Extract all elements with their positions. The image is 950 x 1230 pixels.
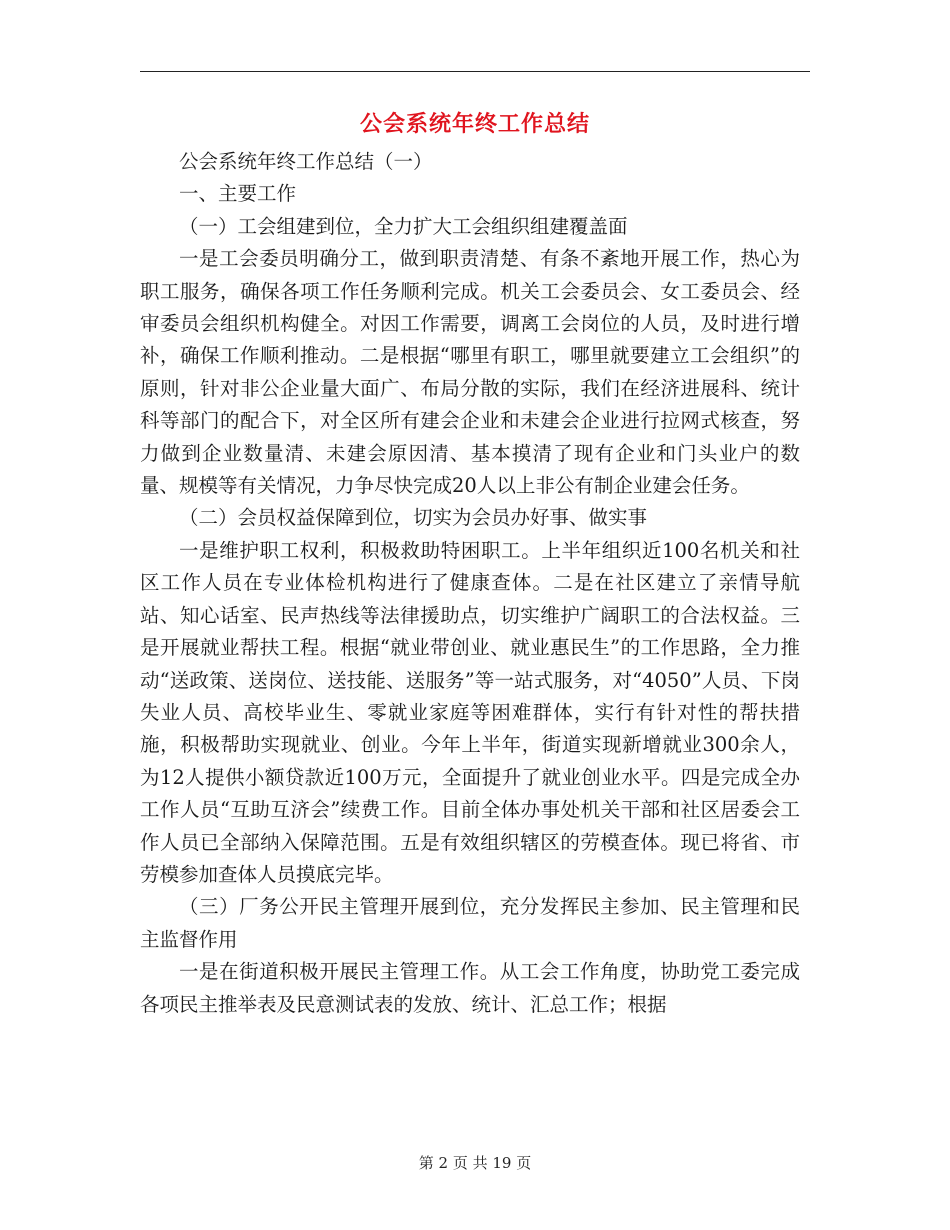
subtitle-paragraph: 公会系统年终工作总结（一）: [179, 150, 433, 173]
body-paragraph-1: 一是工会委员明确分工，做到职责清楚、有条不紊地开展工作，热心为职工服务，确保各项工作任务顺利完成。机关工会委员会、女工委员会、经审委员会组织机构健全。对因工作需要，调离工会岗位的人员，及时进行增补，确保工作顺利推动。二是根据“哪里有职工，哪里就要建立工会组织”的原则，针对非公企业量大面广、布局分散的实际，我们在经济进展科、统计科等部门的配合下，对全区所有建会企业和未建会企业进行拉网式核查，努力做到企业数量清、未建会原因清、基本摸清了现有企业和门头业户的数量、规模等有关情况，力争尽快完成20人以上非公有制企业建会任务。: [140, 247, 800, 498]
subsection-heading-2: （二）会员权益保障到位，切实为会员办好事、做实事: [179, 506, 648, 530]
document-body: [140, 146, 800, 1021]
subsection-heading-3: （三）厂务公开民主管理开展到位，充分发挥民主参加、民主管理和民主监督作用: [140, 895, 800, 951]
section-heading: 一、主要工作: [179, 182, 297, 206]
subsection-heading-1: （一）工会组建到位，全力扩大工会组织组建覆盖面: [179, 214, 628, 238]
body-paragraph-2: 一是维护职工权利，积极救助特困职工。上半年组织近100名机关和社区工作人员在专业体检机构进行了健康查体。二是在社区建立了亲情导航站、知心话室、民声热线等法律援助点，切实维护广阔职工的合法权益。三是开展就业帮扶工程。根据“就业带创业、就业惠民生”的工作思路，全力推动“送政策、送岗位、送技能、送服务”等一站式服务，对“4050”人员、下岗失业人员、高校毕业生、零就业家庭等困难群体，实行有针对性的帮扶措施，积极帮助实现就业、创业。今年上半年，街道实现新增就业300余人，为12人提供小额贷款近100万元，全面提升了就业创业水平。四是完成全办工作人员“互助互济会”续费工作。目前全体办事处机关干部和社区居委会工作人员已全部纳入保障范围。五是有效组织辖区的劳模查体。现已将省、市劳模参加查体人员摸底完毕。: [140, 538, 800, 886]
header-rule: [140, 71, 810, 72]
page-number: 第 2 页 共 19 页: [418, 1154, 532, 1172]
document-title: 公会系统年终工作总结: [359, 111, 590, 137]
body-paragraph-3: 一是在街道积极开展民主管理工作。从工会工作角度，协助党工委完成各项民主推举表及民意测试表的发放、统计、汇总工作；根据: [140, 960, 800, 1016]
